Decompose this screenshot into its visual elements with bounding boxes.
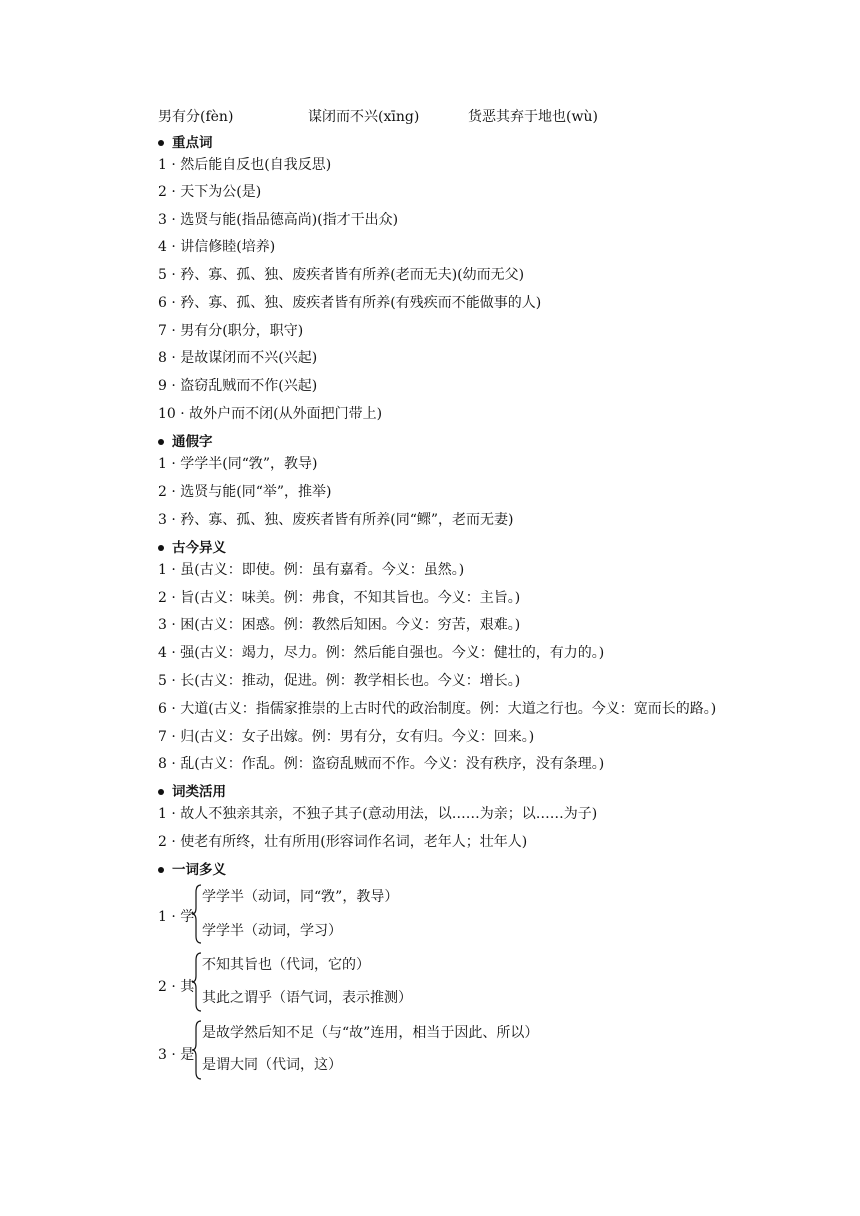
list-item: 5 · 长(古义：推动，促进。例：教学相长也。今义：增长。): [158, 673, 521, 689]
section-title: 一词多义: [172, 862, 226, 878]
bullet-icon: [158, 140, 164, 146]
pinyin-note-2: 谋闭而不兴(xīng): [308, 109, 420, 125]
polysemy-sense: 其此之谓乎（语气词，表示推测）: [202, 990, 412, 1006]
list-item: 7 · 归(古义：女子出嫁。例：男有分，女有归。今义：回来。): [158, 729, 535, 745]
polysemy-sense: 不知其旨也（代词，它的）: [202, 957, 370, 973]
bullet-icon: [158, 545, 164, 551]
section-heading-key-words: [158, 134, 213, 152]
list-item: 9 · 盗窃乱贼而不作(兴起): [158, 378, 318, 394]
list-item: 3 · 选贤与能(指品德高尚)(指才干出众): [158, 212, 399, 228]
polysemy-group: [158, 952, 758, 1012]
list-item: 6 · 大道(古义：指儒家推崇的上古时代的政治制度。例：大道之行也。今义：宽而长的路。): [158, 701, 717, 717]
bullet-icon: [158, 789, 164, 795]
bullet-icon: [158, 439, 164, 445]
list-item: 6 · 矜、寡、孤、独、废疾者皆有所养(有残疾而不能做事的人): [158, 295, 542, 311]
section-heading-word-class: [158, 783, 226, 801]
polysemy-sense: 是谓大同（代词，这）: [202, 1057, 342, 1073]
list-item: 8 · 乱(古义：作乱。例：盗窃乱贼而不作。今义：没有秩序，没有条理。): [158, 756, 605, 772]
list-item: 1 · 虽(古义：即使。例：虽有嘉肴。今义：虽然。): [158, 562, 465, 578]
list-item: 4 · 强(古义：竭力，尽力。例：然后能自强也。今义：健壮的，有力的。): [158, 645, 605, 661]
section-title: 重点词: [172, 135, 213, 151]
brace-icon: [192, 884, 202, 944]
list-item: 1 · 学学半(同“敩”，教导): [158, 456, 318, 472]
list-item: 4 · 讲信修睦(培养): [158, 239, 276, 255]
list-item: 2 · 选贤与能(同“举”，推举): [158, 484, 332, 500]
bullet-icon: [158, 867, 164, 873]
section-title: 古今异义: [172, 540, 226, 556]
list-item: 2 · 使老有所终，壮有所用(形容词作名词，老年人；壮年人): [158, 834, 528, 850]
pinyin-note-1: 男有分(fèn): [158, 109, 234, 125]
list-item: 1 · 故人不独亲其亲，不独子其子(意动用法，以……为亲；以……为子): [158, 806, 598, 822]
section-title: 通假字: [172, 434, 213, 450]
polysemy-label: 2 · 其: [158, 979, 195, 995]
polysemy-sense: 是故学然后知不足（与“故”连用，相当于因此、所以）: [202, 1025, 539, 1041]
section-heading-loan-chars: [158, 433, 213, 451]
list-item: 5 · 矜、寡、孤、独、废疾者皆有所养(老而无夫)(幼而无父): [158, 267, 525, 283]
pinyin-note-3: 货恶其弃于地也(wù): [468, 109, 598, 125]
list-item: 3 · 困(古义：困惑。例：教然后知困。今义：穷苦，艰难。): [158, 617, 521, 633]
polysemy-sense: 学学半（动词，学习）: [202, 923, 342, 939]
polysemy-group: [158, 884, 758, 944]
polysemy-label: 3 · 是: [158, 1047, 195, 1063]
list-item: 3 · 矜、寡、孤、独、废疾者皆有所养(同“鳏”，老而无妻): [158, 512, 514, 528]
brace-icon: [192, 952, 202, 1012]
list-item: 2 · 旨(古义：味美。例：弗食，不知其旨也。今义：主旨。): [158, 590, 521, 606]
section-title: 词类活用: [172, 784, 226, 800]
section-heading-polysemy: [158, 861, 226, 879]
list-item: 1 · 然后能自反也(自我反思): [158, 157, 332, 173]
list-item: 8 · 是故谋闭而不兴(兴起): [158, 350, 318, 366]
list-item: 2 · 天下为公(是): [158, 184, 262, 200]
brace-icon: [192, 1020, 202, 1080]
list-item: 10 · 故外户而不闭(从外面把门带上): [158, 406, 383, 422]
polysemy-sense: 学学半（动词，同“敩”，教导）: [202, 889, 399, 905]
polysemy-label: 1 · 学: [158, 909, 195, 925]
polysemy-group: [158, 1020, 758, 1080]
section-heading-ancient-modern: [158, 539, 226, 557]
list-item: 7 · 男有分(职分，职守): [158, 323, 304, 339]
